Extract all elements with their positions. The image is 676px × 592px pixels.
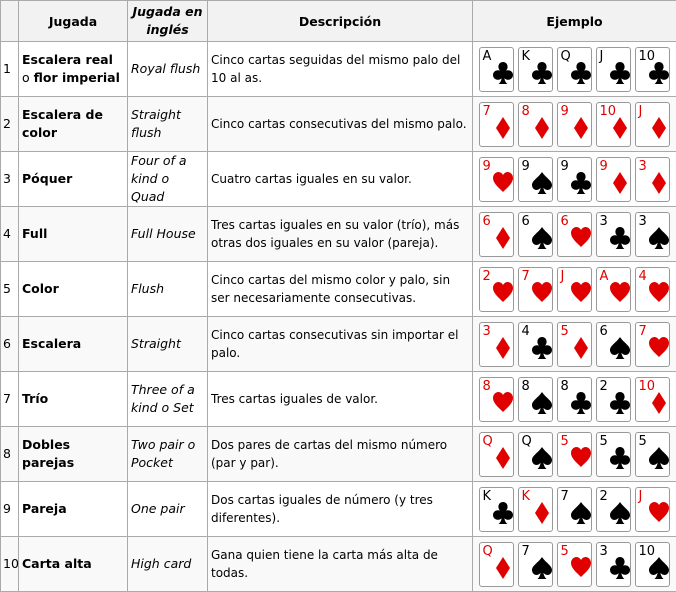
club-icon <box>610 557 630 579</box>
playing-card <box>518 267 553 312</box>
table-row <box>1 262 676 317</box>
playing-card <box>635 322 670 367</box>
playing-card <box>635 267 670 312</box>
hand-name: Escalera de color <box>19 97 128 152</box>
card-rank: 8 <box>521 378 530 394</box>
hand-name: Escalera real o flor imperial <box>19 42 128 97</box>
playing-card <box>518 377 553 422</box>
hand-example <box>473 372 676 427</box>
card-rank: A <box>482 48 492 64</box>
diamond-icon <box>493 337 513 359</box>
playing-card <box>596 432 631 477</box>
playing-card <box>518 102 553 147</box>
playing-card <box>596 102 631 147</box>
playing-card <box>557 432 592 477</box>
card-rank: 7 <box>482 103 491 119</box>
hand-english-name: Three of a kind o Set <box>128 372 208 427</box>
heart-icon <box>493 392 513 414</box>
heart-icon <box>493 172 513 194</box>
table-row <box>1 372 676 427</box>
club-icon <box>532 337 552 359</box>
hand-example <box>473 42 676 97</box>
row-number: 1 <box>1 42 19 97</box>
heart-icon <box>571 447 591 469</box>
hand-name: Carta alta <box>19 537 128 592</box>
hand-description: Cinco cartas consecutivas del mismo palo. <box>208 97 473 152</box>
diamond-icon <box>532 117 552 139</box>
hand-english-name: Straight flush <box>128 97 208 152</box>
card-rank: 10 <box>638 48 656 64</box>
playing-card <box>635 102 670 147</box>
card-rank: 7 <box>521 543 530 559</box>
table-row <box>1 427 676 482</box>
hand-name: Escalera <box>19 317 128 372</box>
hand-description: Dos cartas iguales de número (y tres diferentes). <box>208 482 473 537</box>
playing-card <box>557 212 592 257</box>
heart-icon <box>532 282 552 304</box>
diamond-icon <box>571 337 591 359</box>
club-icon <box>610 227 630 249</box>
spade-icon <box>610 337 630 359</box>
card-rank: 3 <box>638 158 647 174</box>
playing-card <box>596 157 631 202</box>
diamond-icon <box>571 117 591 139</box>
hand-description: Cinco cartas consecutivas sin importar el palo. <box>208 317 473 372</box>
spade-icon <box>610 502 630 524</box>
row-number: 3 <box>1 152 19 207</box>
table-row <box>1 97 676 152</box>
playing-card <box>518 487 553 532</box>
club-icon <box>571 392 591 414</box>
table-row <box>1 42 676 97</box>
card-rank: J <box>638 103 643 119</box>
card-rank: 6 <box>521 213 530 229</box>
diamond-icon <box>493 117 513 139</box>
spade-icon <box>649 227 669 249</box>
card-rank: K <box>521 48 531 64</box>
header-play: Jugada <box>19 1 128 42</box>
card-rank: 5 <box>560 433 569 449</box>
row-number: 9 <box>1 482 19 537</box>
row-number: 2 <box>1 97 19 152</box>
club-icon <box>649 62 669 84</box>
row-number: 5 <box>1 262 19 317</box>
row-number: 7 <box>1 372 19 427</box>
playing-card <box>479 487 514 532</box>
playing-card <box>479 102 514 147</box>
spade-icon <box>532 392 552 414</box>
playing-card <box>518 432 553 477</box>
playing-card <box>518 157 553 202</box>
playing-card <box>635 47 670 92</box>
club-icon <box>610 62 630 84</box>
table-row <box>1 537 676 592</box>
spade-icon <box>649 447 669 469</box>
card-rank: 6 <box>482 213 491 229</box>
hand-description: Cuatro cartas iguales en su valor. <box>208 152 473 207</box>
row-number: 6 <box>1 317 19 372</box>
card-rank: 5 <box>560 323 569 339</box>
playing-card <box>518 47 553 92</box>
diamond-icon <box>649 392 669 414</box>
playing-card <box>557 487 592 532</box>
playing-card <box>596 377 631 422</box>
row-number: 8 <box>1 427 19 482</box>
header-row <box>1 1 676 42</box>
table-row <box>1 207 676 262</box>
card-rank: 9 <box>560 103 569 119</box>
card-rank: J <box>599 48 604 64</box>
playing-card <box>635 377 670 422</box>
table-row <box>1 317 676 372</box>
heart-icon <box>571 557 591 579</box>
header-description: Descripción <box>208 1 473 42</box>
card-rank: J <box>560 268 565 284</box>
hand-example <box>473 207 676 262</box>
card-rank: 4 <box>521 323 530 339</box>
hand-english-name: Flush <box>128 262 208 317</box>
card-rank: 8 <box>521 103 530 119</box>
playing-card <box>557 267 592 312</box>
card-rank: 9 <box>599 158 608 174</box>
heart-icon <box>571 227 591 249</box>
hand-description: Tres cartas iguales de valor. <box>208 372 473 427</box>
playing-card <box>479 432 514 477</box>
hand-english-name: High card <box>128 537 208 592</box>
playing-card <box>635 542 670 587</box>
card-rank: 5 <box>560 543 569 559</box>
hand-example <box>473 152 676 207</box>
card-rank: 6 <box>599 323 608 339</box>
hand-english-name: Straight <box>128 317 208 372</box>
playing-card <box>596 47 631 92</box>
playing-card <box>557 542 592 587</box>
hand-name: Full <box>19 207 128 262</box>
card-rank: Q <box>482 543 493 559</box>
hand-english-name: Full House <box>128 207 208 262</box>
card-rank: K <box>521 488 531 504</box>
heart-icon <box>610 282 630 304</box>
table-row <box>1 152 676 207</box>
card-rank: 9 <box>521 158 530 174</box>
hand-example <box>473 97 676 152</box>
playing-card <box>557 47 592 92</box>
playing-card <box>557 322 592 367</box>
spade-icon <box>649 557 669 579</box>
playing-card <box>635 487 670 532</box>
club-icon <box>571 172 591 194</box>
hand-description: Cinco cartas seguidas del mismo palo del 10 al as. <box>208 42 473 97</box>
hand-description: Cinco cartas del mismo color y palo, sin ser necesariamente consecutivas. <box>208 262 473 317</box>
heart-icon <box>493 282 513 304</box>
hand-description: Dos pares de cartas del mismo número (par y par). <box>208 427 473 482</box>
table-row <box>1 482 676 537</box>
hand-name: Póquer <box>19 152 128 207</box>
club-icon <box>610 447 630 469</box>
playing-card <box>635 157 670 202</box>
row-number: 10 <box>1 537 19 592</box>
playing-card <box>479 47 514 92</box>
hand-description: Gana quien tiene la carta más alta de todas. <box>208 537 473 592</box>
card-rank: Q <box>482 433 493 449</box>
header-english: Jugada en inglés <box>128 1 208 42</box>
hand-example <box>473 482 676 537</box>
card-rank: 10 <box>638 543 656 559</box>
card-rank: 3 <box>482 323 491 339</box>
playing-card <box>518 542 553 587</box>
diamond-icon <box>610 117 630 139</box>
hand-name: Color <box>19 262 128 317</box>
spade-icon <box>532 557 552 579</box>
card-rank: Q <box>560 48 571 64</box>
card-rank: 7 <box>560 488 569 504</box>
playing-card <box>479 542 514 587</box>
spade-icon <box>532 172 552 194</box>
card-rank: 2 <box>599 488 608 504</box>
hand-name: Trío <box>19 372 128 427</box>
heart-icon <box>649 502 669 524</box>
playing-card <box>596 267 631 312</box>
playing-card <box>557 377 592 422</box>
playing-card <box>479 212 514 257</box>
diamond-icon <box>493 227 513 249</box>
hand-english-name: Two pair o Pocket <box>128 427 208 482</box>
row-number: 4 <box>1 207 19 262</box>
club-icon <box>571 62 591 84</box>
playing-card <box>596 212 631 257</box>
card-rank: 2 <box>599 378 608 394</box>
playing-card <box>635 212 670 257</box>
playing-card <box>596 322 631 367</box>
diamond-icon <box>649 117 669 139</box>
heart-icon <box>649 282 669 304</box>
playing-card <box>596 487 631 532</box>
card-rank: 10 <box>638 378 656 394</box>
card-rank: 5 <box>638 433 647 449</box>
diamond-icon <box>649 172 669 194</box>
card-rank: 4 <box>638 268 647 284</box>
playing-card <box>518 322 553 367</box>
header-num <box>1 1 19 42</box>
spade-icon <box>532 227 552 249</box>
card-rank: 3 <box>638 213 647 229</box>
card-rank: Q <box>521 433 532 449</box>
card-rank: 2 <box>482 268 491 284</box>
club-icon <box>493 502 513 524</box>
hand-example <box>473 427 676 482</box>
spade-icon <box>532 447 552 469</box>
diamond-icon <box>493 447 513 469</box>
club-icon <box>493 62 513 84</box>
card-rank: K <box>482 488 492 504</box>
card-rank: 7 <box>638 323 647 339</box>
hand-example <box>473 262 676 317</box>
card-rank: 8 <box>560 378 569 394</box>
club-icon <box>610 392 630 414</box>
playing-card <box>557 157 592 202</box>
playing-card <box>557 102 592 147</box>
hand-name: Pareja <box>19 482 128 537</box>
card-rank: A <box>599 268 609 284</box>
hand-english-name: Four of a kind o Quad <box>128 152 208 207</box>
hand-example <box>473 537 676 592</box>
heart-icon <box>571 282 591 304</box>
card-rank: 7 <box>521 268 530 284</box>
playing-card <box>479 267 514 312</box>
diamond-icon <box>610 172 630 194</box>
card-rank: 5 <box>599 433 608 449</box>
card-rank: 3 <box>599 543 608 559</box>
card-rank: 9 <box>560 158 569 174</box>
card-rank: 9 <box>482 158 491 174</box>
club-icon <box>532 62 552 84</box>
diamond-icon <box>493 557 513 579</box>
hand-description: Tres cartas iguales en su valor (trío), más otras dos iguales en su valor (pareja). <box>208 207 473 262</box>
playing-card <box>479 157 514 202</box>
card-rank: 10 <box>599 103 617 119</box>
spade-icon <box>571 502 591 524</box>
playing-card <box>518 212 553 257</box>
header-example: Ejemplo <box>473 1 676 42</box>
hand-name: Dobles parejas <box>19 427 128 482</box>
playing-card <box>479 322 514 367</box>
card-rank: 6 <box>560 213 569 229</box>
card-rank: J <box>638 488 643 504</box>
hand-english-name: One pair <box>128 482 208 537</box>
heart-icon <box>649 337 669 359</box>
playing-card <box>596 542 631 587</box>
playing-card <box>635 432 670 477</box>
card-rank: 3 <box>599 213 608 229</box>
hand-example <box>473 317 676 372</box>
playing-card <box>479 377 514 422</box>
card-rank: 8 <box>482 378 491 394</box>
diamond-icon <box>532 502 552 524</box>
hand-english-name: Royal flush <box>128 42 208 97</box>
